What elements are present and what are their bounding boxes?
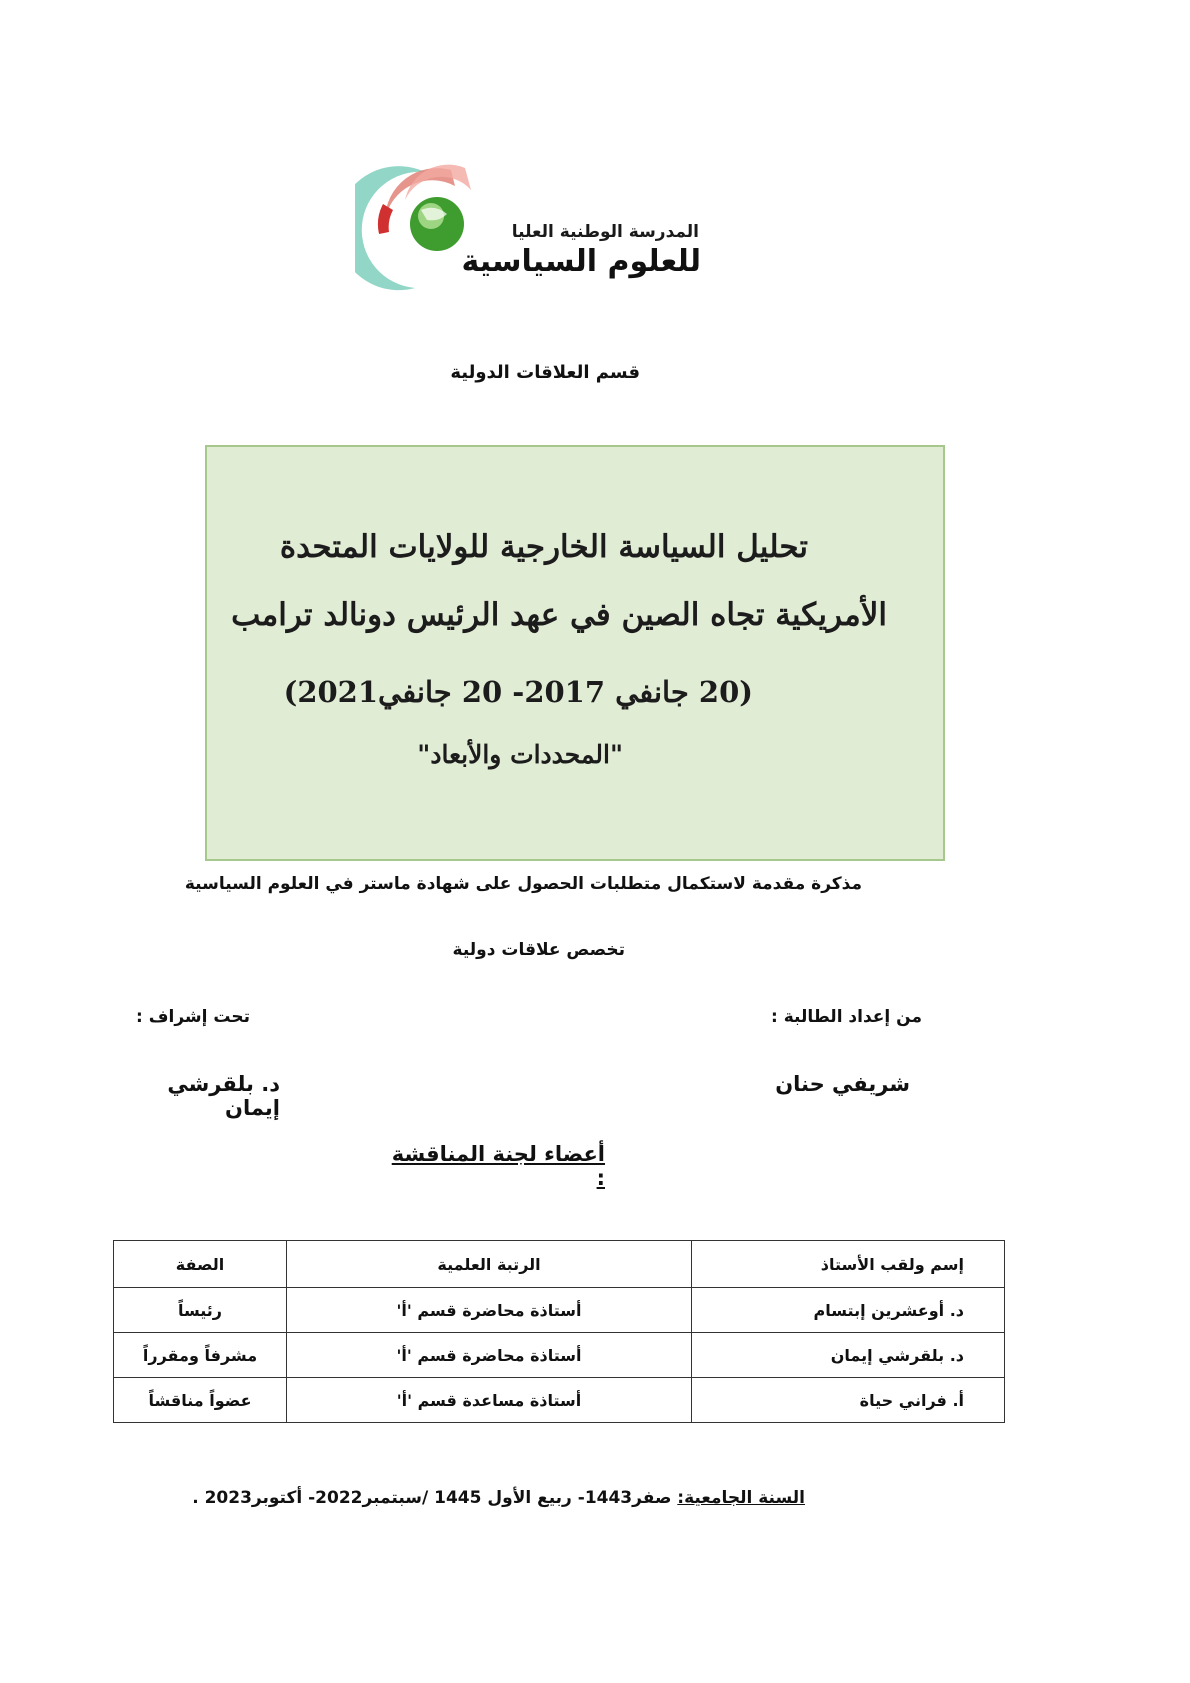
- thesis-title-period: (20 جانفي 2017- 20 جانفي2021): [283, 675, 753, 709]
- table-row: [114, 1378, 1005, 1423]
- thesis-title-line-2: الأمريكية تجاه الصين في عهد الرئيس دونالد ترامب: [231, 597, 887, 633]
- member-rank: أستاذة محاضرة قسم 'أ': [287, 1333, 692, 1378]
- table-header-row: [114, 1241, 1005, 1288]
- academic-year-label: السنة الجامعية:: [677, 1488, 805, 1508]
- table-row: [114, 1333, 1005, 1378]
- member-name: د. أوعشرين إبتسام: [692, 1288, 1005, 1333]
- supervision-label: تحت إشراف :: [136, 1007, 250, 1027]
- specialization: تخصص علاقات دولية: [452, 940, 625, 960]
- header-rank: الرتبة العلمية: [287, 1241, 692, 1288]
- academic-year-value: صفر1443- ربيع الأول 1445 /سبتمبر2022- أكتوبر2023 .: [192, 1488, 678, 1508]
- member-rank: أستاذة محاضرة قسم 'أ': [287, 1288, 692, 1333]
- member-role: عضواً مناقشاً: [114, 1378, 287, 1423]
- student-name: شريفي حنان: [775, 1072, 910, 1096]
- table-row: [114, 1288, 1005, 1333]
- school-logo: [355, 160, 725, 300]
- prepared-by-label: من إعداد الطالبة :: [771, 1007, 922, 1027]
- member-name: د. بلقرشي إيمان: [692, 1333, 1005, 1378]
- header-role: الصفة: [114, 1241, 287, 1288]
- logo-line-1: المدرسة الوطنية العليا: [511, 222, 699, 242]
- member-role: مشرفاً ومقرراً: [114, 1333, 287, 1378]
- member-role: رئيساً: [114, 1288, 287, 1333]
- department-name: قسم العلاقات الدولية: [450, 362, 640, 383]
- jury-title: أعضاء لجنة المناقشة :: [391, 1142, 605, 1190]
- member-rank: أستاذة مساعدة قسم 'أ': [287, 1378, 692, 1423]
- thesis-title-line-1: تحليل السياسة الخارجية للولايات المتحدة: [279, 529, 808, 565]
- academic-year: [192, 1488, 805, 1508]
- member-name: أ. فراني حياة: [692, 1378, 1005, 1423]
- thesis-subtitle: "المحددات والأبعاد": [417, 740, 623, 769]
- logo-line-2: للعلوم السياسية: [461, 244, 701, 279]
- thesis-title-box: [205, 445, 945, 861]
- header-name: إسم ولقب الأستاذ: [692, 1241, 1005, 1288]
- supervisor-name: د. بلقرشي إيمان: [167, 1072, 280, 1120]
- jury-table: [113, 1240, 1005, 1423]
- memo-description: مذكرة مقدمة لاستكمال متطلبات الحصول على شهادة ماستر في العلوم السياسية: [184, 874, 862, 894]
